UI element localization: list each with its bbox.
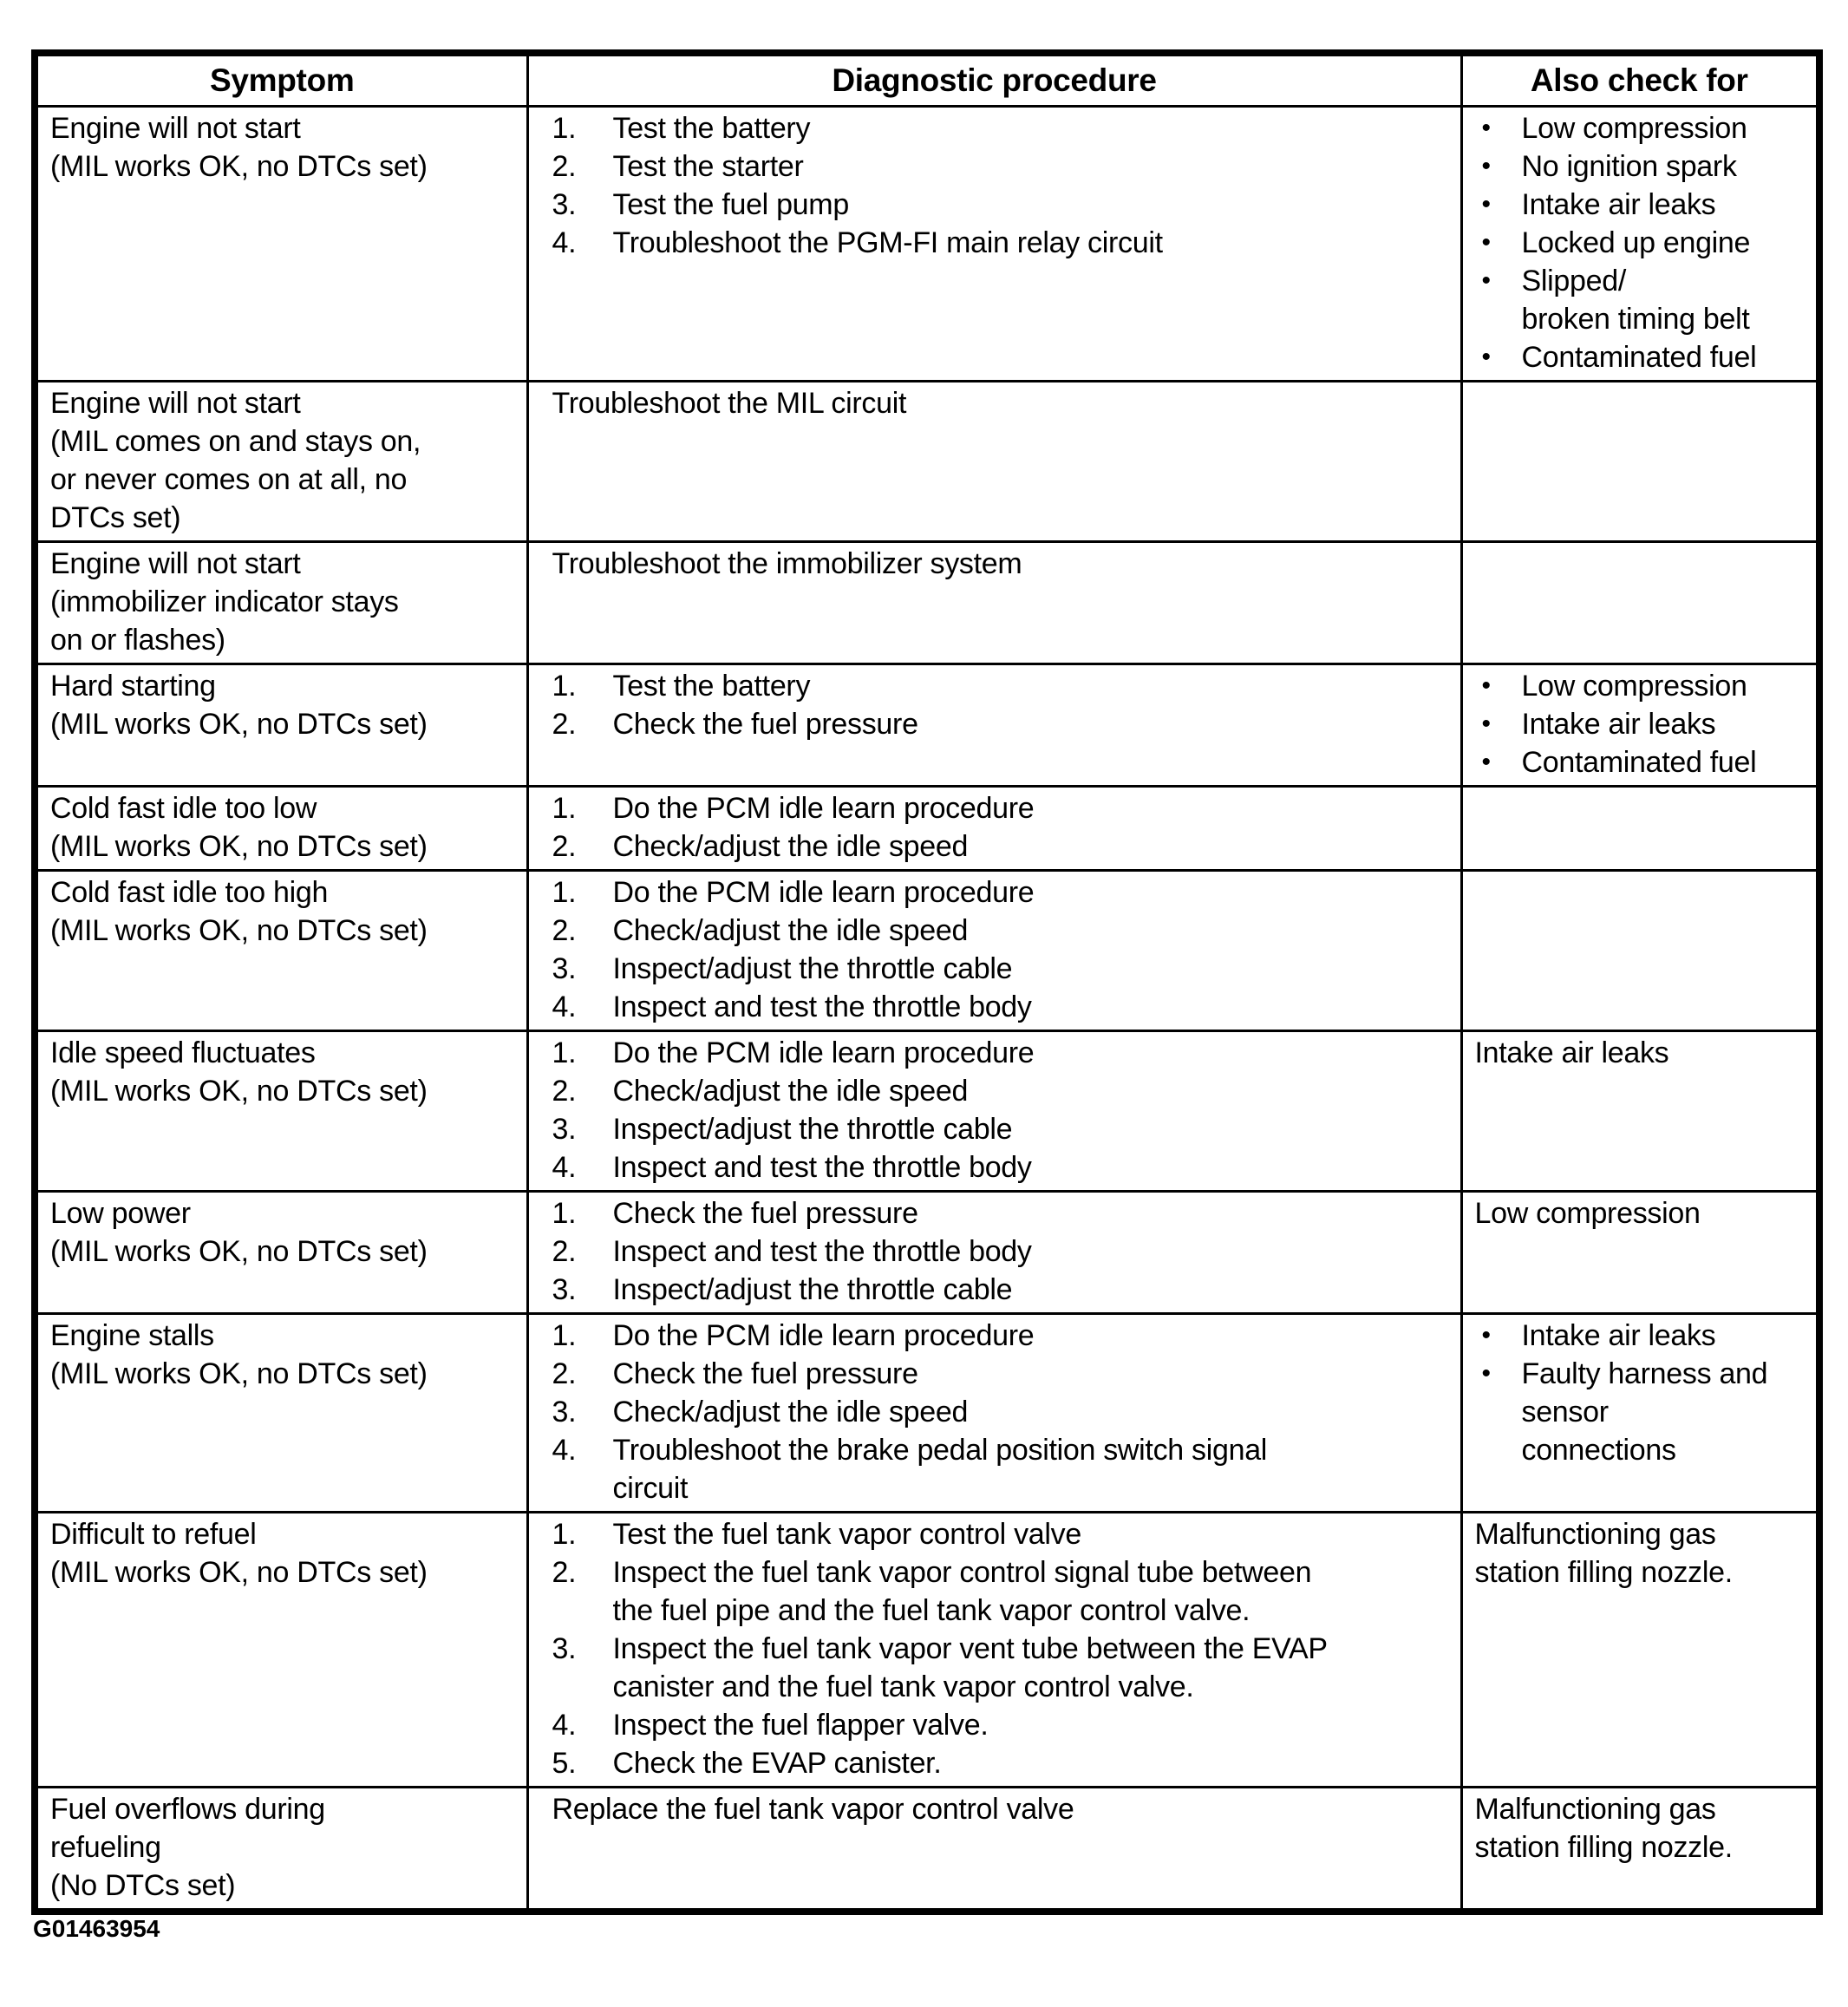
procedure-item [541,224,1448,262]
symptom-line: (MIL works OK, no DTCs set) [50,830,428,863]
procedure-item-text [613,667,1448,705]
diagnostic-procedure-cell [527,1192,1461,1314]
procedure-item-text [613,147,1448,186]
col-header-symptom: Symptom [35,53,527,107]
procedure-item-text [613,1232,1448,1271]
procedure-item-text [613,1431,1448,1507]
procedure-item-text [613,827,1448,866]
also-check-item-text [1522,147,1805,186]
also-check-item-text [1522,1317,1805,1355]
procedure-line: Replace the fuel tank vapor control valve [552,1793,1074,1826]
symptom-line: DTCs set) [50,501,181,534]
procedure-item-text [613,1194,1448,1232]
diagnostic-procedure-cell [527,107,1461,382]
procedure-line: Do the PCM idle learn procedure [612,876,1035,909]
diagnostic-procedure-cell [527,871,1461,1031]
bullet-icon: • [1481,152,1491,180]
procedure-item [541,1271,1448,1309]
also-check-for-cell [1461,664,1819,787]
symptom-line: (MIL comes on and stays on, [50,425,421,458]
symptom-cell [35,1314,527,1513]
procedure-item-text [613,1110,1448,1148]
also-check-line: Low compression [1474,1197,1701,1230]
item-number: 1. [552,1319,577,1352]
bullet-icon: • [1481,748,1491,776]
symptom-line: or never comes on at all, no [50,463,408,496]
also-check-item-text [1475,1515,1805,1592]
symptom-line: (MIL works OK, no DTCs set) [50,1235,428,1268]
procedure-item-text [613,1271,1448,1309]
also-check-item [1475,1355,1805,1469]
item-number: 1. [552,876,577,909]
also-check-item-text [1522,338,1805,376]
diagnostic-procedure-cell [527,1513,1461,1788]
symptom-line: (MIL works OK, no DTCs set) [50,1556,428,1589]
procedure-item [541,789,1448,827]
procedure-item [541,1317,1448,1355]
item-number: 2. [552,150,577,183]
table-row [35,107,1819,382]
procedure-item-text [613,1148,1448,1187]
procedure-item-text [613,1706,1448,1744]
item-number: 4. [552,1151,577,1184]
procedure-line: Inspect and test the throttle body [612,1151,1032,1184]
procedure-item-text [613,1317,1448,1355]
also-check-item-text [1522,743,1805,781]
procedure-line: Troubleshoot the brake pedal position switch signal [612,1434,1268,1467]
symptom-line: refueling [50,1831,161,1864]
item-number: 2. [552,708,577,741]
also-check-for-cell [1461,1788,1819,1912]
procedure-item [541,186,1448,224]
procedure-item [541,988,1448,1026]
also-check-item-text [1522,1355,1805,1469]
procedure-item-text [613,950,1448,988]
symptom-line: (MIL works OK, no DTCs set) [50,708,428,741]
procedure-item-text [613,1072,1448,1110]
also-check-for-cell [1461,1513,1819,1788]
procedure-line: Inspect/adjust the throttle cable [612,952,1013,985]
also-check-line: Locked up engine [1521,226,1751,259]
procedure-line: Do the PCM idle learn procedure [612,1319,1035,1352]
also-check-item [1475,667,1805,705]
procedure-item [541,1355,1448,1393]
procedure-item [541,667,1448,705]
also-check-item-text [1522,667,1805,705]
also-check-for-cell [1461,1192,1819,1314]
also-check-line: No ignition spark [1521,150,1737,183]
bullet-icon: • [1481,1321,1491,1350]
table-row [35,787,1819,871]
procedure-line: Inspect the fuel tank vapor vent tube between the EVAP [612,1632,1328,1665]
procedure-line: Check/adjust the idle speed [612,914,969,947]
procedure-line: Test the starter [612,150,804,183]
symptom-line: Engine will not start [50,112,301,145]
item-number: 4. [552,990,577,1023]
procedure-item [541,873,1448,912]
symptom-cell [35,1031,527,1192]
also-check-line: sensor [1521,1396,1609,1428]
also-check-item [1475,338,1805,376]
also-check-item [1475,262,1805,338]
procedure-line: circuit [612,1472,689,1505]
procedure-line: Test the fuel tank vapor control valve [612,1518,1081,1551]
symptom-cell [35,787,527,871]
procedure-item [541,1706,1448,1744]
symptom-line: (MIL works OK, no DTCs set) [50,914,428,947]
procedure-item [541,1393,1448,1431]
also-check-line: connections [1521,1434,1676,1467]
table-row [35,1314,1819,1513]
procedure-item-text [541,545,1448,583]
procedure-line: Check the EVAP canister. [612,1747,942,1780]
symptom-cell [35,542,527,664]
also-check-for-cell [1461,542,1819,664]
also-check-for-cell [1461,382,1819,542]
bullet-icon: • [1481,709,1491,738]
table-row [35,382,1819,542]
table-row [35,871,1819,1031]
symptom-cell [35,382,527,542]
item-number: 3. [552,1273,577,1306]
symptom-line: (MIL works OK, no DTCs set) [50,150,428,183]
table-row [35,1788,1819,1912]
also-check-item [1475,224,1805,262]
diagnostic-procedure-cell [527,1031,1461,1192]
also-check-line: Intake air leaks [1474,1036,1669,1069]
item-number: 4. [552,226,577,259]
procedure-item-text [613,186,1448,224]
procedure-line: Do the PCM idle learn procedure [612,1036,1035,1069]
procedure-item-text [613,1393,1448,1431]
also-check-item [1475,705,1805,743]
symptom-line: Cold fast idle too low [50,792,317,825]
symptom-troubleshooting-table [31,49,1823,1915]
symptom-line: (immobilizer indicator stays [50,585,399,618]
also-check-item [1475,147,1805,186]
procedure-item [541,705,1448,743]
also-check-item-text [1522,224,1805,262]
bullet-icon: • [1481,190,1491,219]
diagnostic-procedure-cell [527,1788,1461,1912]
symptom-line: Idle speed fluctuates [50,1036,316,1069]
procedure-item-text [613,912,1448,950]
also-check-for-cell [1461,1031,1819,1192]
procedure-line: Inspect the fuel tank vapor control signal tube between [612,1556,1312,1589]
procedure-line: Inspect/adjust the throttle cable [612,1113,1013,1146]
bullet-icon: • [1481,228,1491,257]
bullet-icon: • [1481,671,1491,700]
item-number: 3. [552,1113,577,1146]
also-check-item-text [1522,262,1805,338]
procedure-line: Test the battery [612,670,811,703]
procedure-item [541,912,1448,950]
procedure-item [541,1072,1448,1110]
bullet-icon: • [1481,266,1491,295]
symptom-line: Low power [50,1197,191,1230]
table-row [35,1513,1819,1788]
table-row [35,664,1819,787]
also-check-line: Low compression [1521,670,1747,703]
also-check-item [1475,109,1805,147]
also-check-line: Intake air leaks [1521,188,1716,221]
procedure-item-text [613,1034,1448,1072]
also-check-line: Malfunctioning gas [1474,1518,1716,1551]
procedure-item [541,827,1448,866]
item-number: 2. [552,830,577,863]
symptom-cell [35,664,527,787]
item-number: 1. [552,1518,577,1551]
procedure-line: Check the fuel pressure [612,1197,918,1230]
procedure-line: Troubleshoot the PGM-FI main relay circuit [612,226,1163,259]
also-check-for-cell [1461,787,1819,871]
item-number: 1. [552,1036,577,1069]
procedure-line: Check/adjust the idle speed [612,1396,969,1428]
diagnostic-procedure-cell [527,542,1461,664]
item-number: 2. [552,914,577,947]
also-check-item-text [1522,186,1805,224]
procedure-item [541,1431,1448,1507]
procedure-line: Test the fuel pump [612,188,849,221]
symptom-cell [35,1513,527,1788]
diagnostic-procedure-cell [527,382,1461,542]
procedure-line: the fuel pipe and the fuel tank vapor control valve. [612,1594,1251,1627]
col-header-diagnostic-procedure: Diagnostic procedure [527,53,1461,107]
symptom-line: Engine will not start [50,387,301,420]
procedure-line: Inspect and test the throttle body [612,1235,1032,1268]
also-check-item-text [1522,705,1805,743]
also-check-item-text [1475,1790,1805,1866]
procedure-item [541,1034,1448,1072]
item-number: 1. [552,670,577,703]
procedure-item [541,1553,1448,1630]
also-check-item-text [1475,1194,1805,1232]
procedure-line: Troubleshoot the immobilizer system [552,547,1022,580]
procedure-line: Do the PCM idle learn procedure [612,792,1035,825]
also-check-line: Malfunctioning gas [1474,1793,1716,1826]
procedure-item-text [613,705,1448,743]
procedure-item-text [613,1744,1448,1782]
item-number: 3. [552,1396,577,1428]
procedure-item [541,1148,1448,1187]
also-check-item [1475,1317,1805,1355]
symptom-line: (MIL works OK, no DTCs set) [50,1075,428,1108]
procedure-item [541,109,1448,147]
also-check-line: Contaminated fuel [1521,341,1757,374]
symptom-line: on or flashes) [50,624,225,657]
procedure-item-text [613,873,1448,912]
item-number: 5. [552,1747,577,1780]
symptom-line: (No DTCs set) [50,1869,236,1902]
symptom-cell [35,107,527,382]
procedure-item-text [613,1355,1448,1393]
also-check-item-text [1475,1034,1805,1072]
procedure-item [541,1232,1448,1271]
also-check-line: station filling nozzle. [1474,1556,1733,1589]
also-check-item-text [1522,109,1805,147]
symptom-cell [35,871,527,1031]
symptom-line: Engine will not start [50,547,301,580]
item-number: 3. [552,1632,577,1665]
also-check-line: Intake air leaks [1521,708,1716,741]
procedure-item-text [613,1630,1448,1706]
procedure-line: Inspect the fuel flapper valve. [612,1709,989,1742]
procedure-line: Troubleshoot the MIL circuit [552,387,907,420]
also-check-line: station filling nozzle. [1474,1831,1733,1864]
also-check-for-cell [1461,871,1819,1031]
item-number: 3. [552,952,577,985]
table-row [35,1031,1819,1192]
procedure-item-text [613,789,1448,827]
also-check-line: Low compression [1521,112,1747,145]
symptom-line: Engine stalls [50,1319,214,1352]
table-body [35,107,1819,1912]
procedure-item [541,1515,1448,1553]
procedure-line: Inspect and test the throttle body [612,990,1032,1023]
symptom-line: Hard starting [50,670,216,703]
diagnostic-procedure-cell [527,1314,1461,1513]
procedure-item [541,1630,1448,1706]
symptom-cell [35,1192,527,1314]
header-row [35,53,1819,107]
procedure-line: Inspect/adjust the throttle cable [612,1273,1013,1306]
table-row [35,1192,1819,1314]
also-check-line: Intake air leaks [1521,1319,1716,1352]
also-check-item [1475,186,1805,224]
procedure-item-text [613,224,1448,262]
also-check-line: broken timing belt [1521,303,1750,336]
diagnostic-procedure-cell [527,664,1461,787]
procedure-item-text [613,1515,1448,1553]
table-row [35,542,1819,664]
symptom-line: Cold fast idle too high [50,876,329,909]
bullet-icon: • [1481,114,1491,142]
symptom-line: (MIL works OK, no DTCs set) [50,1357,428,1390]
also-check-for-cell [1461,107,1819,382]
procedure-line: Check the fuel pressure [612,708,918,741]
also-check-line: Contaminated fuel [1521,746,1757,779]
procedure-line: canister and the fuel tank vapor control valve. [612,1670,1194,1703]
also-check-line: Faulty harness and [1521,1357,1768,1390]
figure-id: G01463954 [33,1915,160,1942]
col-header-also-check-for: Also check for [1461,53,1819,107]
item-number: 2. [552,1235,577,1268]
diagnostic-procedure-cell [527,787,1461,871]
item-number: 2. [552,1075,577,1108]
procedure-item [541,1194,1448,1232]
procedure-item [541,950,1448,988]
procedure-item-text [613,1553,1448,1630]
item-number: 1. [552,1197,577,1230]
item-number: 1. [552,112,577,145]
also-check-item [1475,743,1805,781]
procedure-line: Check the fuel pressure [612,1357,918,1390]
bullet-icon: • [1481,1359,1491,1388]
procedure-line: Check/adjust the idle speed [612,1075,969,1108]
item-number: 4. [552,1709,577,1742]
also-check-for-cell [1461,1314,1819,1513]
procedure-item [541,147,1448,186]
procedure-item-text [541,1790,1448,1828]
item-number: 2. [552,1357,577,1390]
procedure-item-text [541,384,1448,422]
symptom-line: Fuel overflows during [50,1793,325,1826]
procedure-line: Check/adjust the idle speed [612,830,969,863]
procedure-item-text [613,109,1448,147]
bullet-icon: • [1481,343,1491,371]
item-number: 2. [552,1556,577,1589]
item-number: 3. [552,188,577,221]
procedure-item [541,1110,1448,1148]
symptom-line: Difficult to refuel [50,1518,257,1551]
also-check-line: Slipped/ [1521,265,1626,297]
item-number: 4. [552,1434,577,1467]
item-number: 1. [552,792,577,825]
procedure-item-text [613,988,1448,1026]
symptom-cell [35,1788,527,1912]
procedure-line: Test the battery [612,112,811,145]
procedure-item [541,1744,1448,1782]
